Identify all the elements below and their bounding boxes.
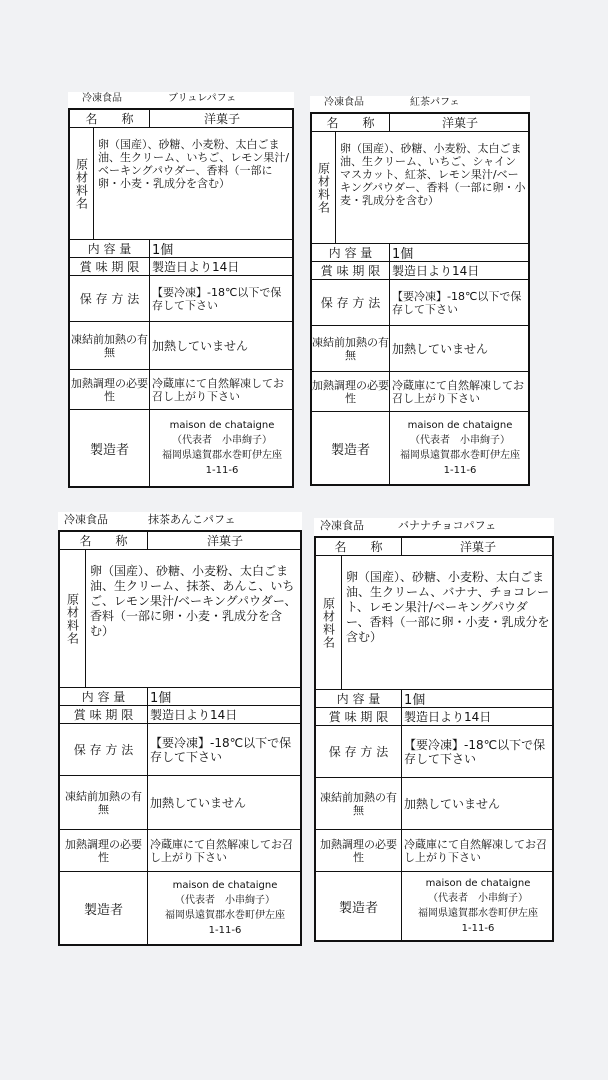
- row-cook: [70, 370, 292, 410]
- name-value: 洋菓子: [206, 533, 243, 548]
- content-value: 1個: [404, 693, 426, 708]
- maker-label: 製造者: [312, 412, 390, 484]
- content-value: 1個: [150, 691, 172, 706]
- label-header: [68, 92, 294, 106]
- storage-label: 保 存 方 法: [70, 276, 150, 321]
- row-storage: [316, 726, 552, 778]
- name-value: 洋菓子: [203, 111, 240, 126]
- storage-label: 保 存 方 法: [312, 280, 390, 325]
- content-label: 内 容 量: [312, 244, 390, 261]
- maker-label: 製造者: [316, 872, 402, 940]
- label-header: [314, 518, 554, 534]
- row-content: [312, 244, 528, 262]
- content-value: 1個: [152, 243, 174, 258]
- heat-value: 加熱していません: [152, 338, 249, 353]
- cook-label: 加熱調理の必要性: [312, 372, 390, 411]
- row-best-before: [60, 706, 300, 724]
- row-cook: [312, 372, 528, 412]
- food-label-brulee: [68, 92, 294, 488]
- heat-value: 加熱していません: [404, 796, 501, 811]
- ingredients-label: 原材料名: [65, 592, 80, 645]
- best-label: 賞 味 期 限: [316, 708, 402, 725]
- storage-value: 【要冷凍】-18℃以下で保存して下さい: [392, 289, 522, 316]
- name-label: 名 称: [60, 532, 148, 549]
- row-maker: [60, 872, 300, 944]
- ingredients-value: 卵（国産）、砂糖、小麦粉、太白ごま油、生クリーム、抹茶、あんこ、いちご、レモン果汁/ベーキングパウダー、香料（一部に卵・小麦・乳成分を含む）: [90, 564, 297, 638]
- maker-name: maison de chataigne: [407, 420, 513, 431]
- name-label: 名 称: [312, 114, 390, 131]
- name-label: 名 称: [316, 538, 402, 555]
- cook-label: 加熱調理の必要性: [60, 830, 148, 871]
- maker-addr2: 1-11-6: [208, 925, 242, 936]
- best-label: 賞 味 期 限: [60, 706, 148, 723]
- cook-value: 冷蔵庫にて自然解凍してお召し上がり下さい: [404, 837, 547, 864]
- row-content: [60, 688, 300, 706]
- maker-rep: （代表者 小串絢子）: [410, 435, 510, 446]
- cook-label: 加熱調理の必要性: [70, 370, 150, 409]
- maker-rep: （代表者 小串絢子）: [172, 435, 272, 446]
- heat-label: 凍結前加熱の有無: [70, 322, 150, 369]
- product-name: 抹茶あんこパフェ: [148, 513, 236, 526]
- row-heat: [312, 326, 528, 372]
- row-name: [316, 538, 552, 556]
- row-heat: [60, 776, 300, 830]
- label-header: [310, 96, 530, 110]
- row-ingredients: [312, 132, 528, 244]
- storage-value: 【要冷凍】-18℃以下で保存して下さい: [150, 735, 292, 764]
- label-table: [68, 108, 294, 488]
- maker-label: 製造者: [70, 410, 150, 486]
- category-text: 冷凍食品: [82, 93, 122, 104]
- best-value: 製造日より14日: [392, 263, 480, 278]
- product-name: ブリュレパフェ: [168, 93, 237, 104]
- heat-label: 凍結前加熱の有無: [60, 776, 148, 829]
- row-ingredients: [60, 550, 300, 688]
- storage-label: 保 存 方 法: [60, 724, 148, 775]
- product-name: バナナチョコパフェ: [398, 519, 497, 532]
- label-table: [314, 536, 554, 942]
- best-value: 製造日より14日: [152, 259, 240, 274]
- row-ingredients: [70, 128, 292, 240]
- product-name: 紅茶パフェ: [410, 97, 460, 108]
- row-heat: [70, 322, 292, 370]
- ingredients-value: 卵（国産）、砂糖、小麦粉、太白ごま油、生クリーム、バナナ、チョコレート、レモン果汁/ベーキングパウダー、香料（一部に卵・小麦・乳成分を含む）: [346, 570, 550, 644]
- row-best-before: [70, 258, 292, 276]
- maker-info: [402, 872, 552, 940]
- row-heat: [316, 778, 552, 830]
- content-label: 内 容 量: [60, 688, 148, 705]
- ingredients-label: 原材料名: [74, 157, 89, 210]
- cook-label: 加熱調理の必要性: [316, 830, 402, 871]
- row-storage: [312, 280, 528, 326]
- ingredients-label: 原材料名: [316, 161, 331, 214]
- cook-value: 冷蔵庫にて自然解凍してお召し上がり下さい: [152, 376, 284, 403]
- label-header: [58, 512, 302, 528]
- maker-addr2: 1-11-6: [443, 465, 477, 476]
- row-content: [70, 240, 292, 258]
- ingredients-value: 卵（国産）、砂糖、小麦粉、太白ごま油、生クリーム、いちご、シャインマスカット、紅茶、レモン果汁/ベーキングパウダー、香料（一部に卵・小麦・乳成分を含む）: [340, 142, 526, 207]
- row-name: [70, 110, 292, 128]
- ingredients-value: 卵（国産）、砂糖、小麦粉、太白ごま油、生クリーム、いちご、レモン果汁/ベーキングパウダー、香料（一部に卵・小麦・乳成分を含む）: [98, 138, 290, 190]
- best-value: 製造日より14日: [404, 709, 492, 724]
- row-best-before: [312, 262, 528, 280]
- ingredients-label: 原材料名: [321, 596, 336, 649]
- row-maker: [70, 410, 292, 486]
- best-label: 賞 味 期 限: [70, 258, 150, 275]
- maker-name: maison de chataigne: [169, 420, 275, 431]
- row-name: [60, 532, 300, 550]
- row-storage: [70, 276, 292, 322]
- maker-addr2: 1-11-6: [461, 923, 495, 934]
- name-value: 洋菓子: [441, 115, 478, 130]
- maker-addr: 福岡県遠賀郡水巻町伊左座: [162, 450, 282, 461]
- heat-label: 凍結前加熱の有無: [316, 778, 402, 829]
- row-maker: [312, 412, 528, 484]
- row-name: [312, 114, 528, 132]
- food-label-tea: [310, 96, 530, 486]
- maker-rep: （代表者 小串絢子）: [428, 893, 528, 904]
- storage-label: 保 存 方 法: [316, 726, 402, 777]
- maker-addr: 福岡県遠賀郡水巻町伊左座: [400, 450, 520, 461]
- category-text: 冷凍食品: [320, 519, 364, 532]
- food-label-matcha: [58, 512, 302, 946]
- row-content: [316, 690, 552, 708]
- maker-rep: （代表者 小串絢子）: [175, 895, 275, 906]
- storage-value: 【要冷凍】-18℃以下で保存して下さい: [404, 737, 546, 766]
- cook-value: 冷蔵庫にて自然解凍してお召し上がり下さい: [392, 378, 524, 405]
- content-label: 内 容 量: [70, 240, 150, 257]
- best-value: 製造日より14日: [150, 707, 238, 722]
- maker-name: maison de chataigne: [425, 878, 531, 889]
- heat-value: 加熱していません: [150, 795, 247, 810]
- row-ingredients: [316, 556, 552, 690]
- label-table: [310, 112, 530, 486]
- maker-addr: 福岡県遠賀郡水巻町伊左座: [165, 910, 285, 921]
- best-label: 賞 味 期 限: [312, 262, 390, 279]
- heat-label: 凍結前加熱の有無: [312, 326, 390, 371]
- category-text: 冷凍食品: [64, 513, 108, 526]
- content-value: 1個: [392, 247, 414, 262]
- heat-value: 加熱していません: [392, 341, 489, 356]
- maker-addr: 福岡県遠賀郡水巻町伊左座: [418, 908, 538, 919]
- name-value: 洋菓子: [459, 539, 496, 554]
- food-label-banana: [314, 518, 554, 942]
- row-maker: [316, 872, 552, 940]
- maker-info: [148, 872, 300, 944]
- row-storage: [60, 724, 300, 776]
- label-table: [58, 530, 302, 946]
- maker-info: [390, 412, 528, 484]
- row-cook: [316, 830, 552, 872]
- maker-addr2: 1-11-6: [205, 465, 239, 476]
- maker-info: [150, 410, 292, 486]
- category-text: 冷凍食品: [324, 97, 364, 108]
- maker-label: 製造者: [60, 872, 148, 944]
- name-label: 名 称: [70, 110, 150, 127]
- maker-name: maison de chataigne: [172, 880, 278, 891]
- row-cook: [60, 830, 300, 872]
- storage-value: 【要冷凍】-18℃以下で保存して下さい: [152, 285, 282, 312]
- cook-value: 冷蔵庫にて自然解凍してお召し上がり下さい: [150, 837, 293, 864]
- content-label: 内 容 量: [316, 690, 402, 707]
- row-best-before: [316, 708, 552, 726]
